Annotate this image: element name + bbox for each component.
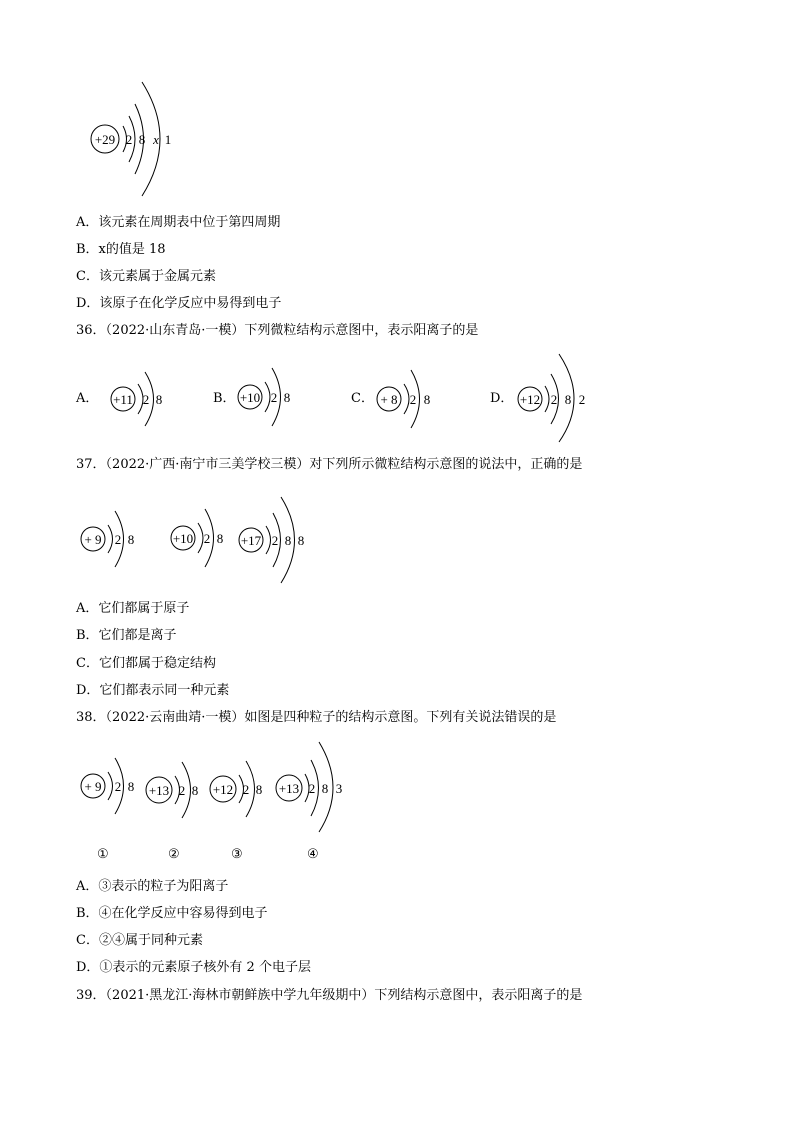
shell-electrons: 8 bbox=[127, 532, 135, 547]
option-b: B．x的值是 18 bbox=[76, 242, 166, 257]
option-c: C．它们都属于稳定结构 bbox=[76, 656, 216, 671]
nucleus-charge: + 9 bbox=[84, 532, 102, 547]
option-b: B．④在化学反应中容易得到电子 bbox=[76, 906, 268, 921]
shell-electrons: 2 bbox=[114, 779, 122, 794]
option-a: A．③表示的粒子为阳离子 bbox=[76, 879, 229, 894]
nucleus-charge: +13 bbox=[278, 781, 300, 796]
nucleus-charge: + 8 bbox=[380, 392, 398, 407]
option-c: C．②④属于同种元素 bbox=[76, 933, 203, 948]
shell-electrons: 2 bbox=[409, 392, 417, 407]
option-c-letter: C． bbox=[351, 391, 374, 406]
shell-electrons: 8 bbox=[283, 390, 291, 405]
shell-electrons: 8 bbox=[321, 781, 329, 796]
question-36-stem: 36．（2022·山东青岛·一模）下列微粒结构示意图中，表示阳离子的是 bbox=[76, 323, 479, 338]
shell-electrons: 2 bbox=[178, 783, 186, 798]
option-b: B．它们都是离子 bbox=[76, 628, 177, 643]
shell-electrons: 2 bbox=[270, 390, 278, 405]
nucleus-charge: +17 bbox=[240, 533, 262, 548]
option-d: D．它们都表示同一种元素 bbox=[76, 683, 230, 698]
atom-diagram-3 bbox=[205, 754, 275, 824]
shell-electrons: 8 bbox=[284, 533, 292, 548]
shell-electrons: 2 bbox=[203, 531, 211, 546]
shell-electrons: 1 bbox=[164, 132, 172, 147]
figure-label-4: ④ bbox=[307, 847, 319, 862]
shell-electrons: 8 bbox=[191, 783, 199, 798]
shell-electrons: 8 bbox=[155, 392, 163, 407]
option-b-letter: B． bbox=[213, 391, 236, 406]
shell-electrons: 8 bbox=[423, 392, 431, 407]
question-39-stem: 39．（2021·黑龙江·海林市朝鲜族中学九年级期中）下列结构示意图中，表示阳离子的是 bbox=[76, 988, 583, 1003]
shell-electrons: 2 bbox=[550, 392, 558, 407]
figure-label-3: ③ bbox=[231, 847, 243, 862]
shell-electrons: 2 bbox=[114, 532, 122, 547]
shell-electrons: 8 bbox=[255, 782, 263, 797]
atom-diagram-a bbox=[104, 366, 174, 436]
shell-electrons: 2 bbox=[242, 782, 250, 797]
option-a: A．该元素在周期表中位于第四周期 bbox=[76, 215, 281, 230]
option-d: D．①表示的元素原子核外有 2 个电子层 bbox=[76, 960, 311, 975]
option-c: C．该元素属于金属元素 bbox=[76, 269, 216, 284]
shell-electrons: 8 bbox=[216, 531, 224, 546]
nucleus-charge: +10 bbox=[172, 531, 194, 546]
atom-diagram-2 bbox=[141, 756, 211, 826]
option-d: D．该原子在化学反应中易得到电子 bbox=[76, 296, 282, 311]
shell-electrons: 3 bbox=[335, 781, 343, 796]
option-d-letter: D． bbox=[490, 391, 514, 406]
nucleus-charge: + 9 bbox=[84, 779, 102, 794]
shell-electrons: 2 bbox=[271, 533, 279, 548]
atom-diagram-b bbox=[231, 362, 301, 432]
question-37-stem: 37．（2022·广西·南宁市三美学校三模）对下列所示微粒结构示意图的说法中，正确的是 bbox=[76, 457, 583, 472]
atom-diagram-4 bbox=[271, 738, 355, 834]
shell-electrons: 2 bbox=[142, 392, 150, 407]
nucleus-charge: +12 bbox=[212, 782, 234, 797]
shell-electrons: 2 bbox=[578, 392, 586, 407]
figure-label-2: ② bbox=[168, 847, 180, 862]
nucleus-charge: +13 bbox=[148, 783, 170, 798]
shell-electrons: x bbox=[153, 132, 159, 147]
shell-electrons: 8 bbox=[564, 392, 572, 407]
shell-electrons: 2 bbox=[125, 132, 133, 147]
shell-electrons: 8 bbox=[127, 779, 135, 794]
shell-electrons: 8 bbox=[138, 132, 146, 147]
atom-diagram-d bbox=[511, 350, 601, 446]
atom-diagram-c bbox=[370, 364, 440, 434]
atom-diagram-1 bbox=[76, 752, 146, 822]
atom-diagram-cu bbox=[86, 72, 186, 202]
nucleus-charge: +11 bbox=[113, 392, 133, 407]
atom-diagram-2 bbox=[165, 503, 235, 573]
question-38-stem: 38．（2022·云南曲靖·一模）如图是四种粒子的结构示意图。下列有关说法错误的是 bbox=[76, 710, 557, 725]
figure-label-1: ① bbox=[97, 847, 109, 862]
option-a: A．它们都属于原子 bbox=[76, 601, 190, 616]
atom-diagram-1 bbox=[76, 505, 146, 575]
shell-electrons: 8 bbox=[297, 533, 305, 548]
atom-diagram-3 bbox=[234, 493, 318, 585]
nucleus-charge: +12 bbox=[519, 392, 541, 407]
option-a-letter: A． bbox=[76, 391, 99, 406]
nucleus-charge: +10 bbox=[239, 390, 261, 405]
shell-electrons: 2 bbox=[308, 781, 316, 796]
nucleus-charge: +29 bbox=[94, 132, 116, 147]
